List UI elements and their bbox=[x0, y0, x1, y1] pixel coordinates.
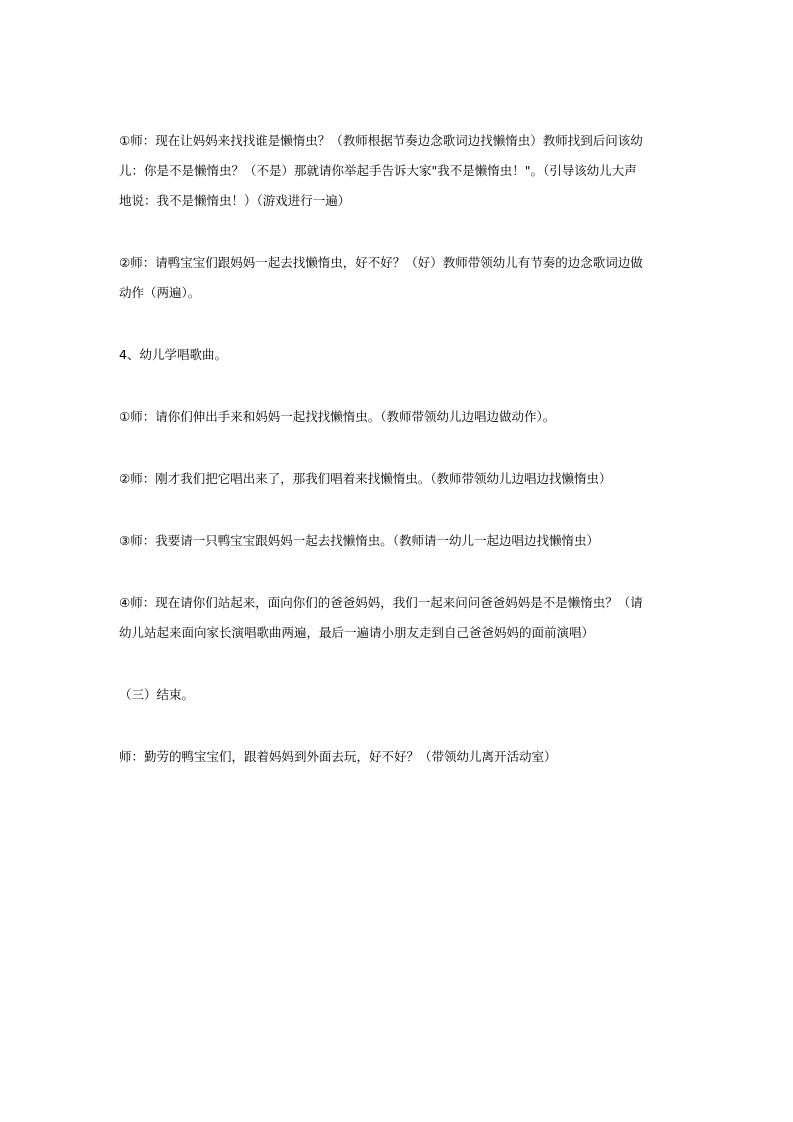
section-heading-ending bbox=[119, 680, 679, 710]
text-line: ①师：现在让妈妈来找找谁是懒惰虫？（教师根据节奏边念歌词边找懒惰虫）教师找到后问该幼 bbox=[119, 133, 643, 148]
section-heading-4 bbox=[119, 340, 679, 370]
text-line: 4、幼儿学唱歌曲。 bbox=[119, 347, 227, 362]
text-line: （三）结束。 bbox=[119, 687, 195, 702]
document-body bbox=[119, 126, 679, 804]
text-line: ④师：现在请你们站起来，面向你们的爸爸妈妈，我们一起来问问爸爸妈妈是不是懒惰虫？（请 bbox=[119, 595, 643, 610]
paragraph-sing-4 bbox=[119, 588, 679, 648]
text-line: ②师：刚才我们把它唱出来了，那我们唱着来找懒惰虫。（教师带领幼儿边唱边找懒惰虫） bbox=[119, 471, 612, 486]
paragraph-ending bbox=[119, 742, 679, 772]
text-line: ②师：请鸭宝宝们跟妈妈一起去找懒惰虫，好不好？（好）教师带领幼儿有节奏的边念歌词边做 bbox=[119, 255, 643, 270]
paragraph-sing-2 bbox=[119, 464, 679, 494]
text-line: 动作（两遍）。 bbox=[119, 285, 201, 300]
text-line: 儿：你是不是懒惰虫？（不是）那就请你举起手告诉大家"我不是懒惰虫！"。（引导该幼儿大声 bbox=[119, 163, 637, 178]
text-line: ③师：我要请一只鸭宝宝跟妈妈一起去找懒惰虫。（教师请一幼儿一起边唱边找懒惰虫） bbox=[119, 533, 599, 548]
paragraph-step-2 bbox=[119, 248, 679, 308]
text-line: 师：勤劳的鸭宝宝们，跟着妈妈到外面去玩，好不好？（带领幼儿离开活动室） bbox=[119, 749, 557, 764]
text-line: 幼儿站起来面向家长演唱歌曲两遍，最后一遍请小朋友走到自己爸爸妈妈的面前演唱） bbox=[119, 625, 595, 640]
paragraph-step-1 bbox=[119, 126, 679, 216]
paragraph-sing-1 bbox=[119, 402, 679, 432]
text-line: 地说：我不是懒惰虫！）（游戏进行一遍） bbox=[119, 193, 351, 208]
text-line: ①师：请你们伸出手来和妈妈一起找找懒惰虫。（教师带领幼儿边唱边做动作）。 bbox=[119, 409, 556, 424]
paragraph-sing-3 bbox=[119, 526, 679, 556]
